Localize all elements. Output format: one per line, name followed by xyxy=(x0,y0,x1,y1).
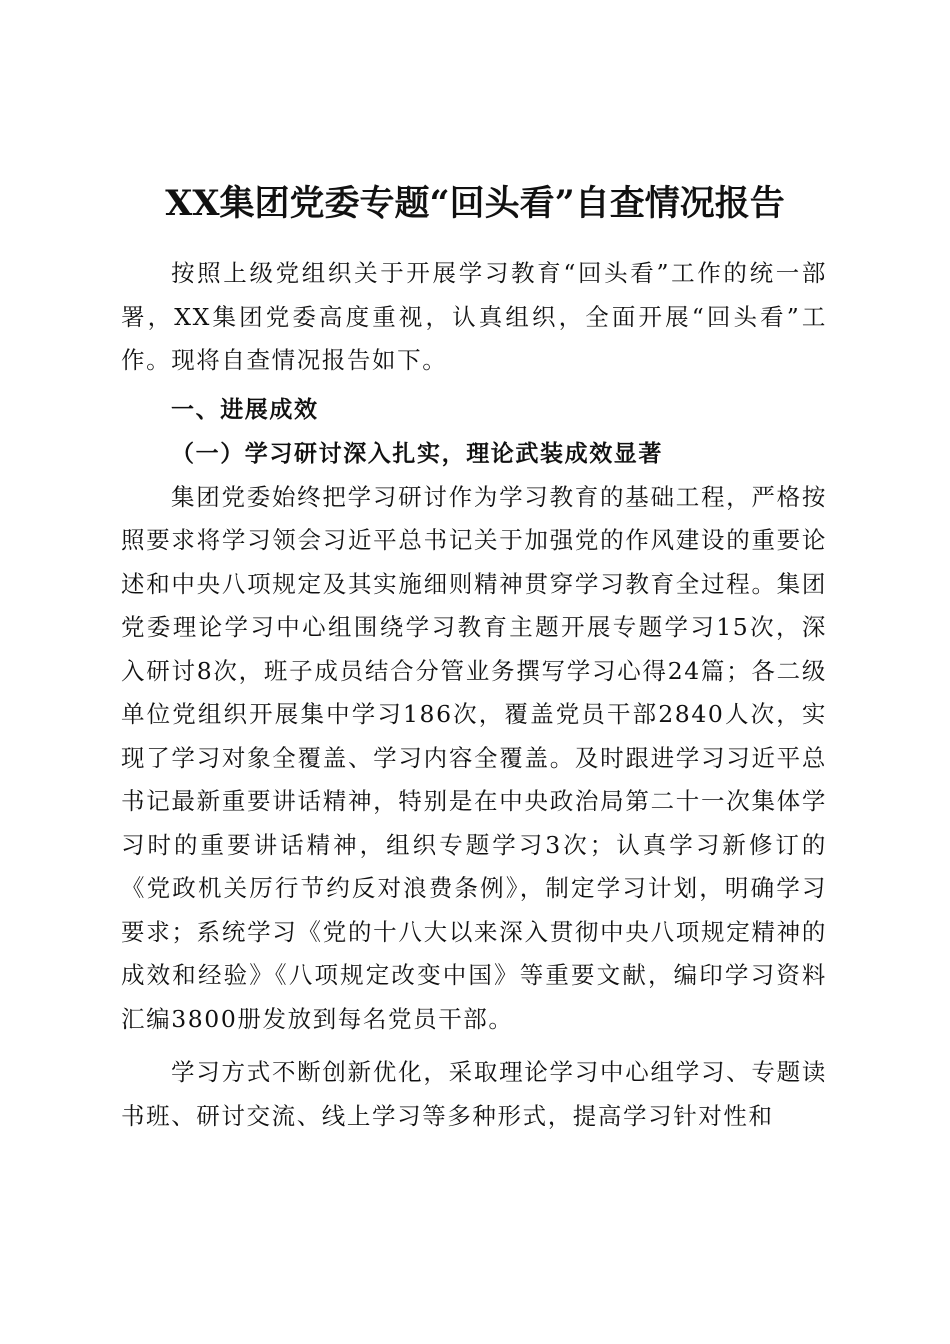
subsection-heading: （一）学习研讨深入扎实，理论武装成效显著 xyxy=(171,440,663,467)
body-paragraph-1: 集团党委始终把学习研讨作为学习教育的基础工程，严格按照要求将学习领会习近平总书记关于加强党的作风建设的重要论述和中央八项规定及其实施细则精神贯穿学习教育全过程。集团党委理论学习中心组围绕学习教育主题开展专题学习15次，深入研讨8次，班子成员结合分管业务撰写学习心得24篇；各二级单位党组织开展集中学习186次，覆盖党员干部2840人次，实现了学习对象全覆盖、学习内容全覆盖。及时跟进学习习近平总书记最新重要讲话精神，特别是在中央政治局第二十一次集体学习时的重要讲话精神，组织专题学习3次；认真学习新修订的《党政机关厉行节约反对浪费条例》，制定学习计划，明确学习要求；系统学习《党的十八大以来深入贯彻中央八项规定精神的成效和经验》《八项规定改变中国》等重要文献，编印学习资料汇编3800册发放到每名党员干部。 xyxy=(121,482,827,1033)
document-title: XX集团党委专题“回头看”自查情况报告 xyxy=(165,183,785,224)
intro-paragraph: 按照上级党组织关于开展学习教育“回头看”工作的统一部署，XX集团党委高度重视，认真组织，全面开展“回头看”工作。现将自查情况报告如下。 xyxy=(121,259,827,374)
body-paragraph-2: 学习方式不断创新优化，采取理论学习中心组学习、专题读书班、研讨交流、线上学习等多种形式，提高学习针对性和 xyxy=(121,1058,827,1130)
section-heading: 一、进展成效 xyxy=(171,396,319,423)
document-body xyxy=(121,252,827,1138)
